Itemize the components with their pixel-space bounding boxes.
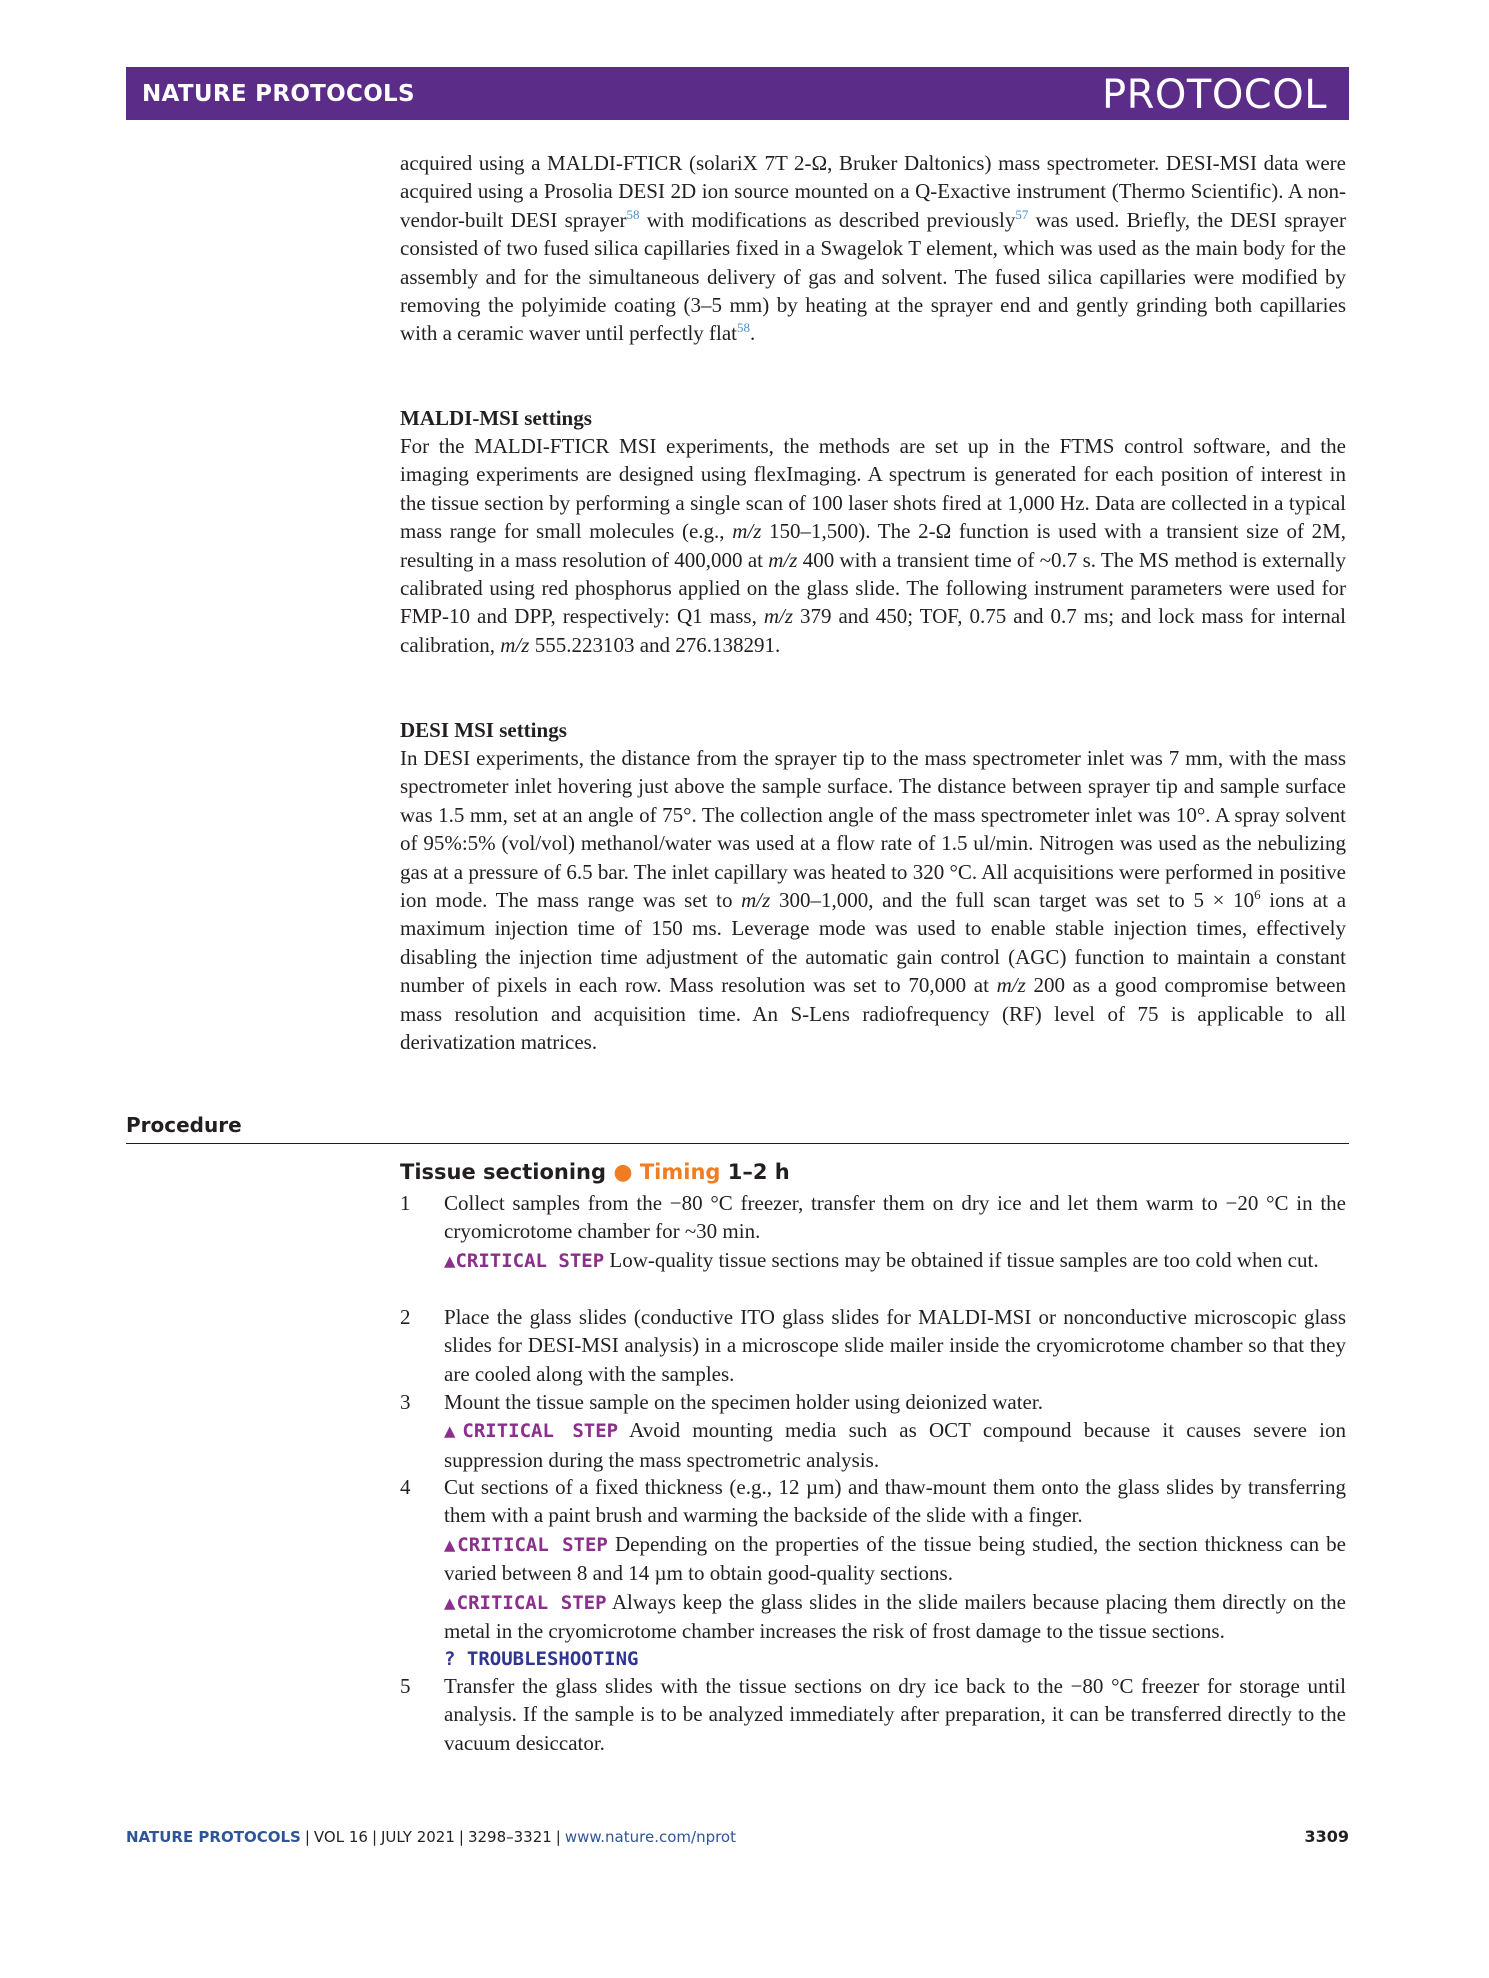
exponent: 6	[1254, 887, 1261, 903]
procedure-label: Procedure	[126, 1113, 242, 1137]
section-title: Tissue sectioning	[400, 1160, 607, 1184]
mz-term: m/z	[741, 888, 771, 913]
reference-link[interactable]: 57	[1015, 206, 1029, 222]
article-type: PROTOCOL	[1101, 72, 1327, 118]
desi-text: 300–1,000, and the full scan target was set to 5 × 10	[770, 888, 1255, 913]
step-number: 5	[400, 1674, 411, 1698]
step-number: 1	[400, 1191, 411, 1215]
procedure-divider	[126, 1143, 1349, 1144]
step-text: Cut sections of a fixed thickness (e.g., 12 µm) and thaw-mount them onto the glass slides by transferring them with a paint brush and warming the backside of the slide with a finger.	[444, 1475, 1346, 1528]
footer-pages: 3298–3321	[467, 1828, 552, 1846]
footer-date: JULY 2021	[381, 1828, 455, 1846]
footer-separator: |	[371, 1828, 377, 1846]
desi-text: In DESI experiments, the distance from the sprayer tip to the mass spectrometer inlet was 7 mm, with the mass spectrometer inlet hovering just above the sample surface. The distance between sprayer tip and sample surface was 1.5 mm, set at an angle of 75°. The collection angle of the mass spectrometer inlet was 10°. A spray solvent of 95%:5% (vol/vol) methanol/water was used at a flow rate of 1.5 ul/min. Nitrogen was used as the nebulizing gas at a pressure of 6.5 bar. The inlet capillary was heated to 320 °C. All acquisitions were performed in positive ion mode. The mass range was set to	[400, 746, 1346, 913]
critical-step-text: Avoid mounting media such as OCT compound because it causes severe ion suppression during the mass spectrometric analysis.	[444, 1418, 1346, 1472]
timing-dot-icon: ●	[613, 1160, 633, 1185]
step-number: 2	[400, 1305, 411, 1329]
critical-step	[444, 1246, 1346, 1275]
desi-text: ions at a maximum injection time of 150 ms. Leverage mode was used to enable stable injection times, effectively disabling the injection time adjustment of the automatic gain control (AGC) function to maintain a constant number of pixels in each row. Mass resolution was set to 70,000 at	[400, 888, 1347, 998]
maldi-text: 150–1,500). The 2-Ω function is used with a transient size of 2M, resulting in a mass resolution of 400,000 at	[400, 519, 1347, 572]
troubleshooting-link[interactable]: ? TROUBLESHOOTING	[444, 1648, 639, 1671]
desi-text: 200 as a good compromise between mass resolution and acquisition time. An S-Lens radiofrequency (RF) level of 75 is applicable to all derivatization matrices.	[400, 973, 1346, 1055]
reference-link[interactable]: 58	[626, 206, 640, 222]
maldi-text: 379 and 450; TOF, 0.75 and 0.7 ms; and lock mass for internal calibration,	[400, 604, 1346, 657]
critical-step-label: ▲CRITICAL STEP	[444, 1249, 605, 1272]
critical-step	[444, 1588, 1346, 1646]
footer-separator: |	[458, 1828, 464, 1846]
critical-step-label: ▲CRITICAL STEP	[444, 1533, 608, 1556]
procedure-step	[400, 1303, 1346, 1388]
footer-separator: |	[304, 1828, 310, 1846]
critical-step	[444, 1530, 1346, 1588]
step-number: 4	[400, 1475, 411, 1499]
footer-volume: VOL 16	[313, 1828, 368, 1846]
intro-text-2: with modifications as described previously	[639, 207, 1016, 232]
header-bar	[126, 67, 1349, 120]
intro-text-4: .	[750, 321, 756, 346]
desi-section	[400, 716, 1346, 1056]
critical-step-text: Depending on the properties of the tissue being studied, the section thickness can be varied between 8 and 14 µm to obtain good-quality sections.	[444, 1531, 1347, 1586]
mz-term: m/z	[500, 632, 530, 657]
procedure-step	[400, 1473, 1346, 1674]
footer-separator: |	[555, 1828, 561, 1846]
procedure-step	[400, 1672, 1346, 1757]
intro-text-1: acquired using a MALDI-FTICR (solariX 7T 2-Ω, Bruker Daltonics) mass spectrometer. DESI-MSI data were acquired using a Prosolia DESI 2D ion source mounted on a Q-Exactive instrument (Thermo Scientific). A non-vendor-built DESI sprayer	[400, 151, 1346, 232]
page-number: 3309	[1304, 1827, 1349, 1846]
procedure-step	[400, 1189, 1346, 1275]
step-text: Mount the tissue sample on the specimen holder using deionized water.	[444, 1390, 1043, 1414]
procedure-step	[400, 1388, 1346, 1474]
critical-step-label: ▲CRITICAL STEP	[444, 1591, 607, 1614]
maldi-text: For the MALDI-FTICR MSI experiments, the methods are set up in the FTMS control software, and the imaging experiments are designed using flexImaging. A spectrum is generated for each position of interest in the tissue section by performing a single scan of 100 laser shots fired at 1,000 Hz. Data are collected in a typical mass range for small molecules (e.g.,	[400, 434, 1346, 544]
desi-heading: DESI MSI settings	[400, 718, 567, 742]
intro-paragraph	[400, 149, 1346, 348]
maldi-text: 400 with a transient time of ~0.7 s. The MS method is externally calibrated using red phosphorus applied on the glass slide. The following instrument parameters were used for FMP-10 and DPP, respectively: Q1 mass,	[400, 547, 1346, 629]
maldi-heading: MALDI-MSI settings	[400, 406, 592, 430]
timing-label: Timing	[639, 1160, 721, 1184]
footer-citation	[126, 1828, 736, 1846]
mz-term: m/z	[768, 547, 798, 572]
mz-term: m/z	[996, 973, 1026, 998]
critical-step	[444, 1416, 1346, 1474]
step-text: Transfer the glass slides with the tissue sections on dry ice back to the −80 °C freezer for storage until analysis. If the sample is to be analyzed immediately after preparation, it can be transferred directly to the vacuum desiccator.	[444, 1674, 1346, 1755]
step-number: 3	[400, 1390, 411, 1414]
footer-journal: NATURE PROTOCOLS	[126, 1828, 301, 1846]
critical-step-label: ▲CRITICAL STEP	[444, 1420, 619, 1443]
footer-url-link[interactable]: www.nature.com/nprot	[564, 1828, 736, 1846]
step-text: Collect samples from the −80 °C freezer, transfer them on dry ice and let them warm to −20 °C in the cryomicrotome chamber for ~30 min.	[444, 1191, 1346, 1244]
section-heading	[400, 1160, 790, 1185]
maldi-text: 555.223103 and 276.138291.	[529, 632, 781, 657]
critical-step-text: Always keep the glass slides in the slide mailers because placing them directly on the metal in the cryomicrotome chamber increases the risk of frost damage to the tissue sections.	[444, 1589, 1346, 1644]
step-text: Place the glass slides (conductive ITO glass slides for MALDI-MSI or nonconductive microscopic glass slides for DESI-MSI analysis) in a microscope slide mailer inside the cryomicrotome chamber so that they are cooled along with the samples.	[444, 1305, 1346, 1386]
reference-link[interactable]: 58	[737, 320, 751, 336]
critical-step-text: Low-quality tissue sections may be obtained if tissue samples are too cold when cut.	[609, 1247, 1319, 1272]
maldi-section	[400, 404, 1346, 659]
journal-name: NATURE PROTOCOLS	[142, 81, 415, 107]
timing-value: 1–2 h	[727, 1160, 790, 1184]
intro-text-3: was used. Briefly, the DESI sprayer consisted of two fused silica capillaries fixed in a Swagelok T element, which was used as the main body for the assembly and for the simultaneous delivery of gas and solvent. The fused silica capillaries were modified by removing the polyimide coating (3–5 mm) by heating at the sprayer end and gently grinding both capillaries with a ceramic waver until perfectly flat	[400, 207, 1346, 346]
mz-term: m/z	[763, 604, 793, 629]
mz-term: m/z	[732, 519, 762, 544]
